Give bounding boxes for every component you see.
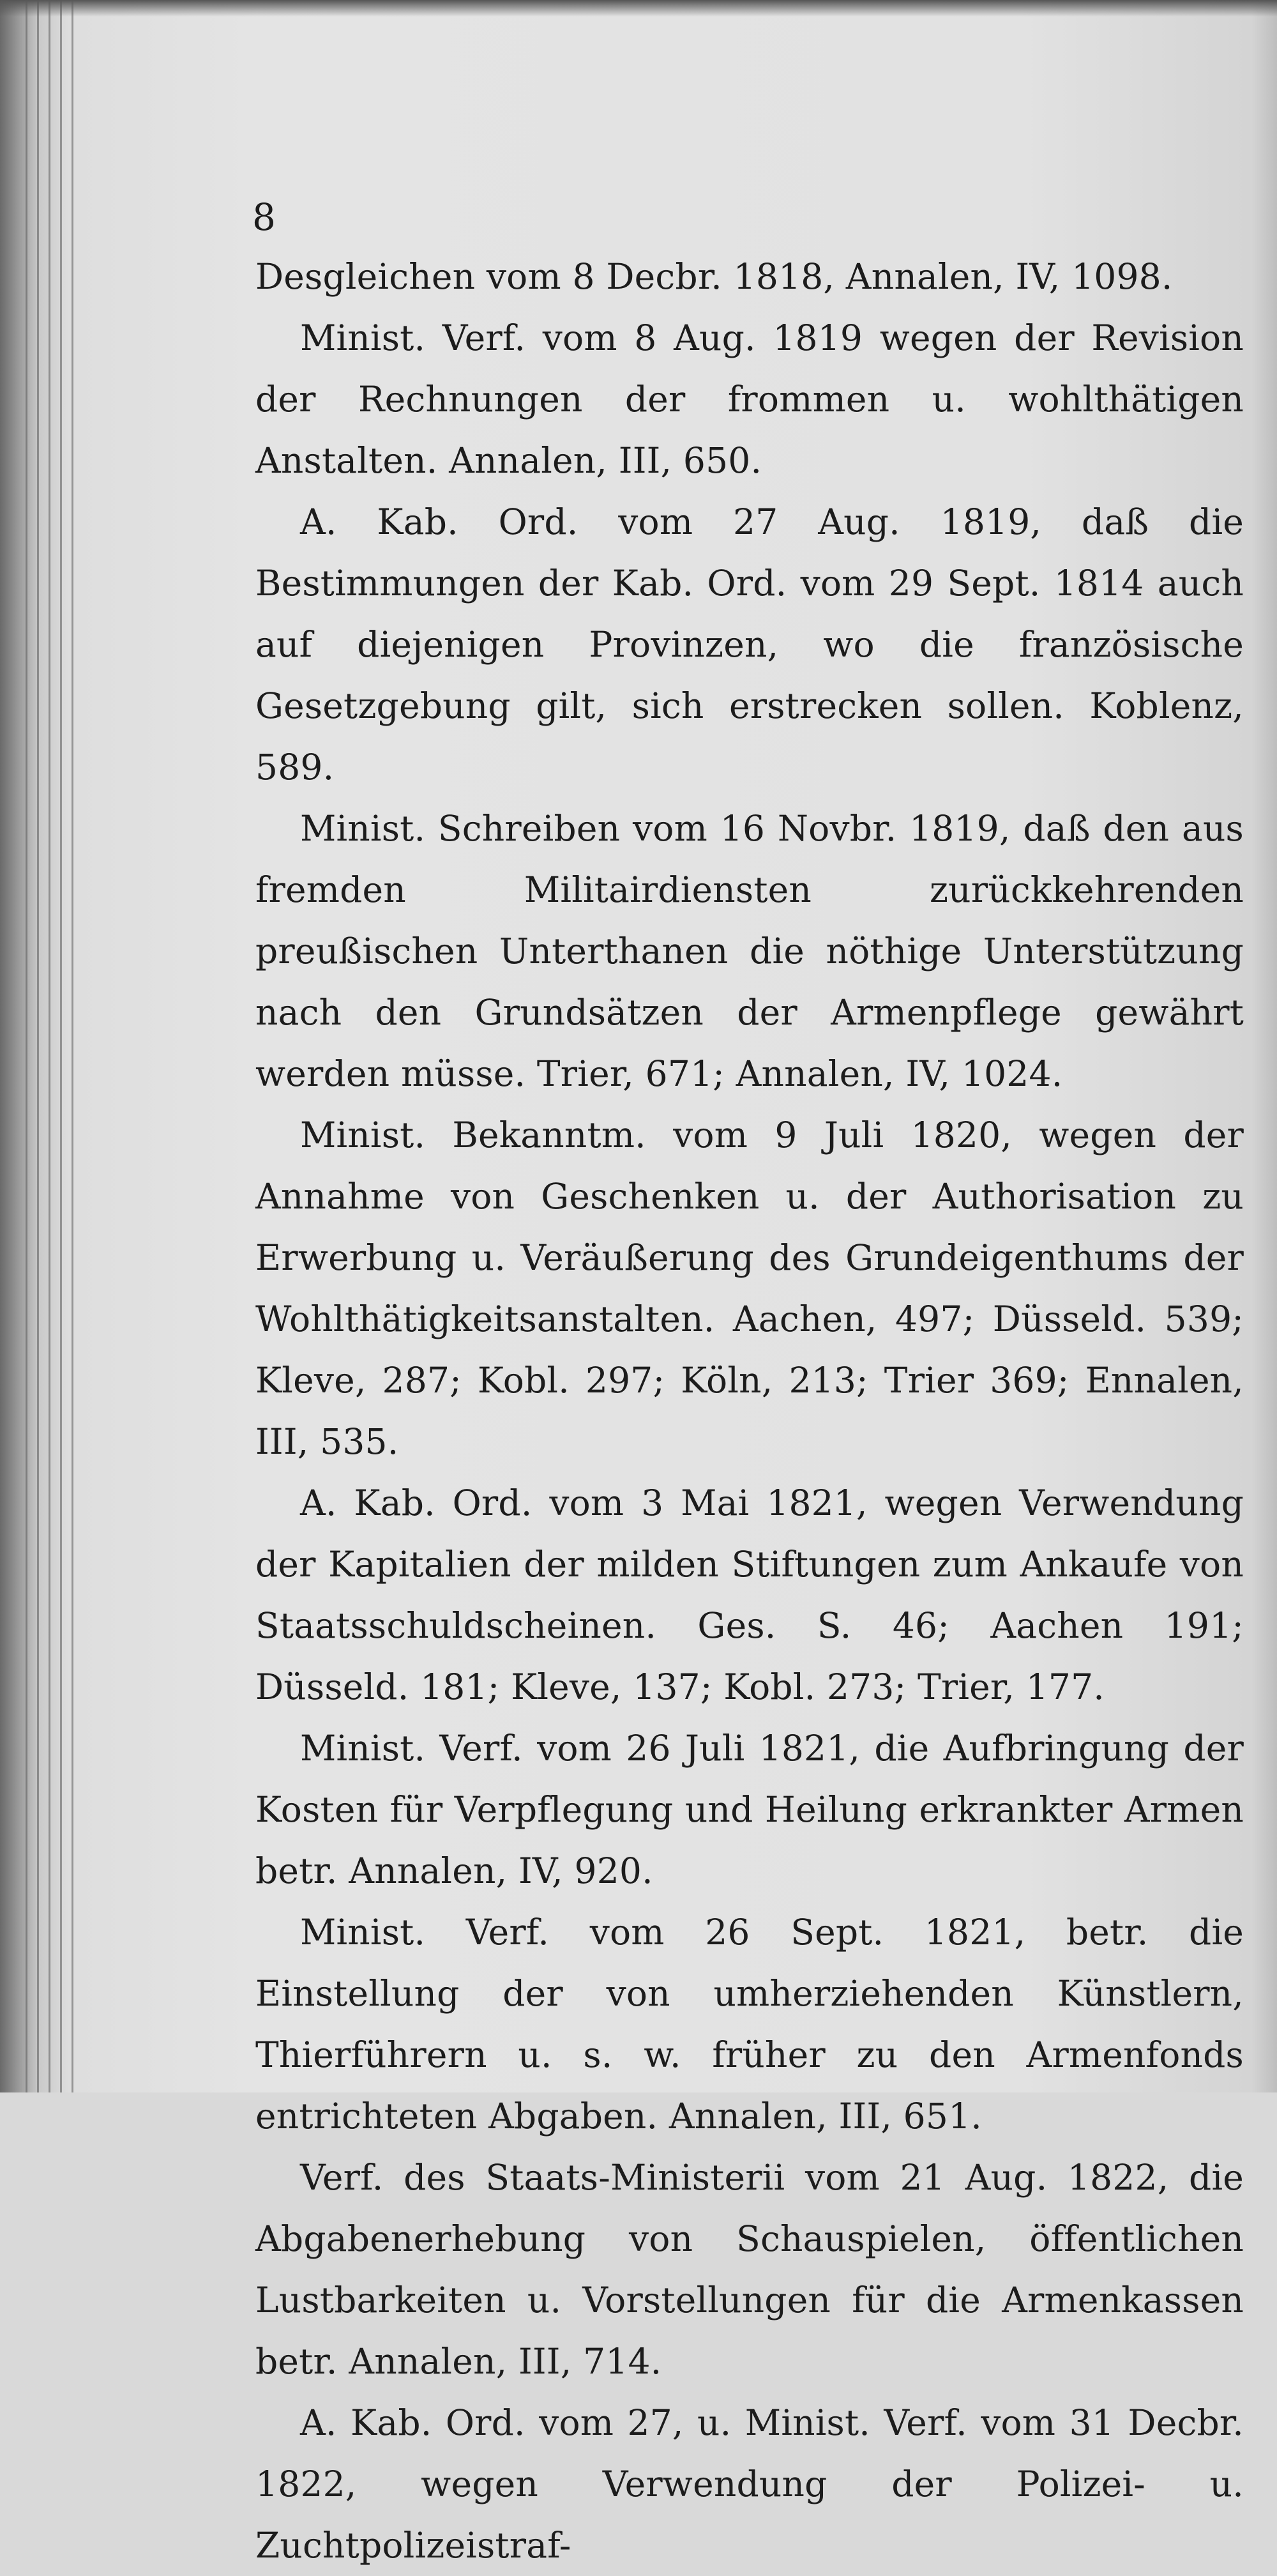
body-text <box>255 246 1244 2576</box>
entry-3: A. Kab. Ord. vom 27 Aug. 1819, daß die Bestimmungen der Kab. Ord. vom 29 Sept. 1814 auch auf diejenigen Provinzen, wo die französische Gesetzgebung gilt, sich erstrecken sollen. Koblenz, 589. <box>255 501 1244 788</box>
entry-9: Verf. des Staats-Ministerii vom 21 Aug. 1822, die Abgabenerhebung von Schauspielen, öffentlichen Lustbarkeiten u. Vorstellungen für die Armenkassen betr. Annalen, III, 714. <box>255 2157 1244 2382</box>
entry-10: A. Kab. Ord. vom 27, u. Minist. Verf. vom 31 Decbr. 1822, wegen Verwendung der Polizei- u. Zuchtpolizeistraf- <box>255 2402 1244 2566</box>
entry-5: Minist. Bekanntm. vom 9 Juli 1820, wegen der Annahme von Geschenken u. der Authorisation zu Erwerbung u. Veräußerung des Grundeigenthums der Wohlthätigkeitsanstalten. Aachen, 497; Düsseld. 539; Kleve, 287; Kobl. 297; Köln, 213; Trier 369; Ennalen, III, 535. <box>255 1115 1244 1462</box>
entry-1: Desgleichen vom 8 Decbr. 1818, Annalen, IV, 1098. <box>255 256 1173 297</box>
page-number: 8 <box>252 195 276 239</box>
entry-7: Minist. Verf. vom 26 Juli 1821, die Aufbringung der Kosten für Verpflegung und Heilung erkrankter Armen betr. Annalen, IV, 920. <box>255 1728 1244 1891</box>
top-edge-shadow <box>0 0 1277 17</box>
binding-edge <box>26 0 83 2092</box>
entry-8: Minist. Verf. vom 26 Sept. 1821, betr. die Einstellung der von umherziehenden Künstlern, Thierführern u. s. w. früher zu den Armenfonds entrichteten Abgaben. Annalen, III, 651. <box>255 1912 1244 2137</box>
entry-6: A. Kab. Ord. vom 3 Mai 1821, wegen Verwendung der Kapitalien der milden Stiftungen zum Ankaufe von Staatsschuldscheinen. Ges. S. 46; Aachen 191; Düsseld. 181; Kleve, 137; Kobl. 273; Trier, 177. <box>255 1482 1244 1707</box>
entry-2: Minist. Verf. vom 8 Aug. 1819 wegen der Revision der Rechnungen der frommen u. wohlthätigen Anstalten. Annalen, III, 650. <box>255 317 1244 481</box>
entry-4: Minist. Schreiben vom 16 Novbr. 1819, daß den aus fremden Militairdiensten zurückkehrenden preußischen Unterthanen die nöthige Unterstützung nach den Grundsätzen der Armenpflege gewährt werden müsse. Trier, 671; Annalen, IV, 1024. <box>255 808 1244 1094</box>
